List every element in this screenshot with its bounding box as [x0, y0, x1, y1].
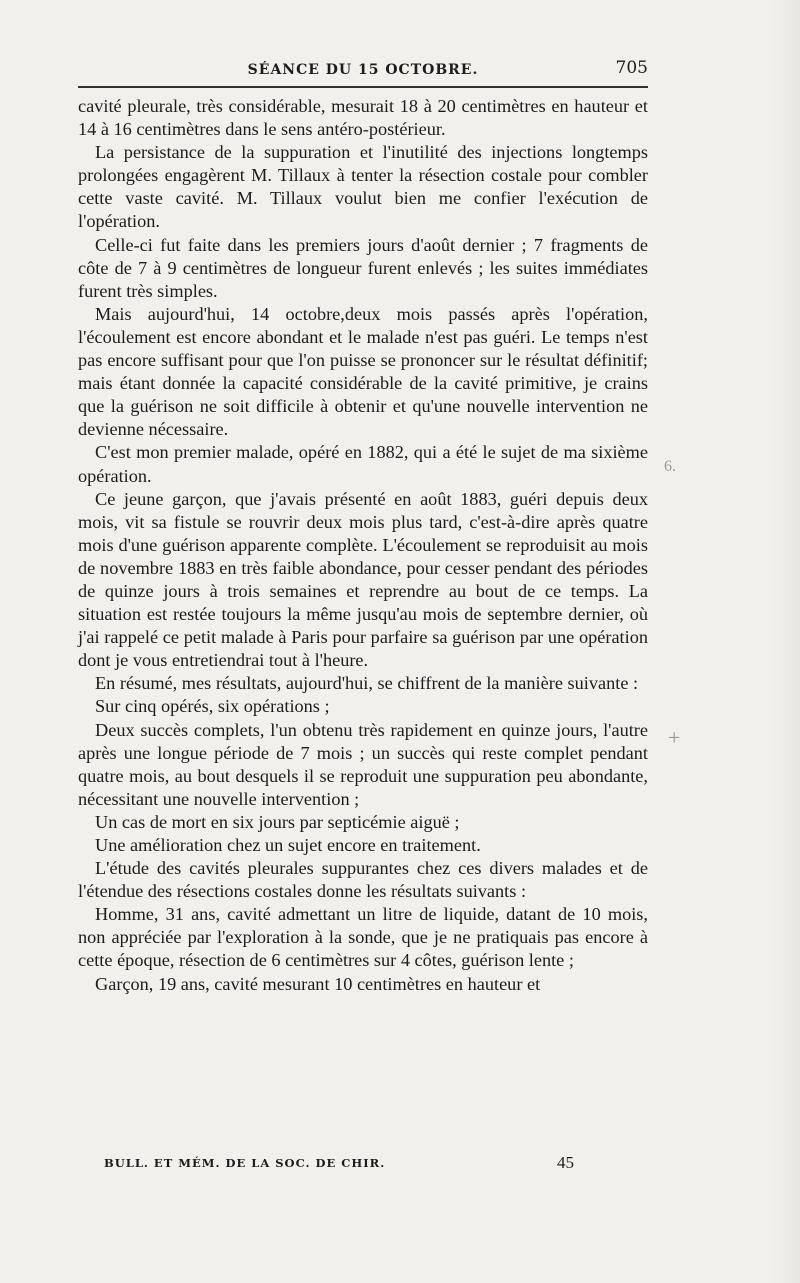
paragraph: C'est mon premier malade, opéré en 1882, qui a été le sujet de ma sixième opération.	[78, 442, 648, 486]
paragraph: Un cas de mort en six jours par septicémie aiguë ;	[95, 811, 460, 832]
running-head	[78, 56, 648, 88]
running-title: SÉANCE DU 15 OCTOBRE.	[247, 62, 479, 78]
paragraph: Homme, 31 ans, cavité admettant un litre de liquide, datant de 10 mois, non appréciée par l'exploration à la sonde, que je ne pratiquais pas encore à cette époque, résection de 6 centimètres sur 4 côtes, guérison lente ;	[78, 904, 648, 971]
footer-journal: BULL. ET MÉM. DE LA SOC. DE CHIR.	[104, 1156, 386, 1170]
paragraph: Deux succès complets, l'un obtenu très rapidement en quinze jours, l'autre après une longue période de 7 mois ; un succès qui reste complet pendant quatre mois, au bout desquels il se reproduit une suppuration peu abondante, nécessitant une nouvelle intervention ;	[78, 719, 648, 809]
paragraph: L'étude des cavités pleurales suppurantes chez ces divers malades et de l'étendue des résections costales donne les résultats suivants :	[78, 858, 648, 902]
body-text	[78, 95, 648, 996]
margin-note: 6.	[664, 458, 676, 475]
page-number: 705	[615, 58, 648, 78]
paragraph: En résumé, mes résultats, aujourd'hui, se chiffrent de la manière suivante :	[95, 673, 639, 694]
margin-note: +	[668, 725, 681, 750]
paragraph: Celle-ci fut faite dans les premiers jours d'août dernier ; 7 fragments de côte de 7 à 9 centimètres de longueur furent enlevés ; les suites immédiates furent très simples.	[78, 234, 648, 301]
paragraph: La persistance de la suppuration et l'inutilité des injections longtemps prolongées engagèrent M. Tillaux à tenter la résection costale pour combler cette vaste cavité. M. Tillaux voulut bien me confier l'exécution de l'opération.	[78, 142, 648, 232]
footer-signature: 45	[557, 1153, 574, 1172]
paragraph: Une amélioration chez un sujet encore en traitement.	[95, 835, 481, 855]
paragraph: Mais aujourd'hui, 14 octobre,deux mois passés après l'opération, l'écoulement est encore abondant et le malade n'est pas guéri. Le temps n'est pas encore suffisant pour que l'on puisse se prononcer sur le résultat définitif; mais étant donnée la capacité considérable de la cavité primitive, je crains que la guérison ne soit difficile à obtenir et qu'une nouvelle intervention ne devienne nécessaire.	[78, 303, 648, 440]
paragraph: Garçon, 19 ans, cavité mesurant 10 centimètres en hauteur et	[95, 973, 541, 994]
page-footer	[104, 1153, 574, 1175]
page-edge-shadow	[770, 0, 800, 1283]
paragraph: cavité pleurale, très considérable, mesurait 18 à 20 centimètres en hauteur et 14 à 16 centimètres dans le sens antéro-postérieur.	[78, 96, 648, 140]
paragraph: Sur cinq opérés, six opérations ;	[95, 696, 330, 717]
paragraph: Ce jeune garçon, que j'avais présenté en août 1883, guéri depuis deux mois, vit sa fistule se rouvrir deux mois plus tard, c'est-à-dire après quatre mois d'une guérison apparente complète. L'écoulement se reproduisit au mois de novembre 1883 en très faible abondance, pour cesser pendant des périodes de quinze jours à trois semaines et reprendre au bout de ce temps. La situation est restée toujours la même jusqu'au mois de septembre dernier, où j'ai rappelé ce petit malade à Paris pour parfaire sa guérison par une opération dont je vous entretiendrai tout à l'heure.	[78, 488, 648, 671]
